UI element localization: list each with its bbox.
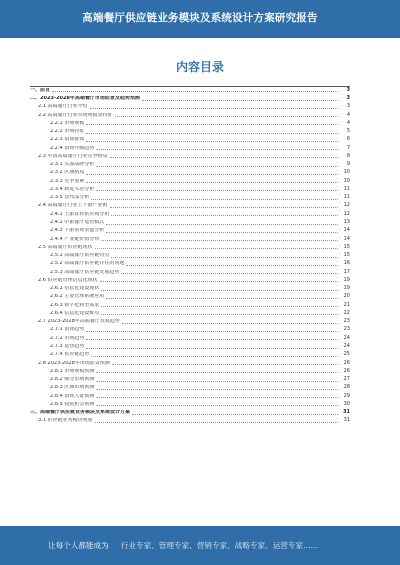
toc-entry-page: 22	[343, 309, 350, 316]
toc-entry[interactable]	[30, 292, 350, 300]
toc-entry-title: 2.8.3 区域市场预测	[50, 385, 95, 391]
toc-entry-page: 3	[346, 103, 350, 110]
toc-entry[interactable]	[30, 341, 350, 349]
toc-entry-page: 14	[343, 235, 350, 242]
toc-leader-dots	[86, 133, 338, 134]
toc-leader-dots	[106, 232, 338, 233]
toc-entry-title: 2.5 高端餐厅供应链现状	[38, 244, 93, 250]
toc-entry-title: 三、高端餐厅供应链业务模块及系统设计方案	[30, 410, 131, 416]
toc-entry-page: 12	[343, 202, 350, 209]
toc-entry[interactable]	[30, 226, 350, 234]
toc-entry-title: 2.5.2 高端餐厅供应链存在的问题	[50, 261, 125, 267]
toc-entry[interactable]	[30, 184, 350, 192]
header-banner	[0, 0, 400, 38]
toc-entry[interactable]	[30, 118, 350, 126]
toc-entry-page: 13	[343, 219, 350, 226]
toc-entry[interactable]	[30, 201, 350, 209]
toc-leader-dots	[132, 414, 338, 415]
toc-leader-dots	[101, 306, 338, 307]
toc-entry-title: 2.2 高端餐厅行业市场规模及特征	[38, 112, 113, 118]
toc-entry-title: 二、2023-2028年高端餐厅市场前景及趋势预测	[30, 96, 140, 102]
toc-entry[interactable]	[30, 242, 350, 250]
toc-entry-title: 2.7.1 消费趋势	[50, 327, 85, 333]
footer-banner	[0, 526, 400, 565]
toc-entry[interactable]	[30, 267, 350, 275]
toc-leader-dots	[96, 190, 338, 191]
toc-entry[interactable]	[30, 383, 350, 391]
toc-leader-dots	[96, 149, 338, 150]
toc-entry-title: 3.1 供应链业务模块规划	[38, 418, 93, 424]
toc-entry-page: 24	[343, 334, 350, 341]
toc-entry[interactable]	[30, 85, 350, 93]
toc-entry[interactable]	[30, 110, 350, 118]
toc-entry-page: 24	[343, 343, 350, 349]
toc-leader-dots	[86, 331, 338, 332]
toc-entry-page: 6	[346, 136, 350, 143]
toc-entry-page: 3	[346, 86, 350, 93]
toc-leader-dots	[86, 174, 338, 175]
toc-entry-title: 2.6.4 信息化建设难点	[50, 310, 100, 316]
toc-entry[interactable]	[30, 399, 350, 407]
toc-entry-title: 2.4 高端餐厅行业上下游产业链	[38, 203, 108, 209]
toc-entry-page: 15	[343, 243, 350, 250]
toc-entry-title: 2.7.4 供应链趋势	[50, 352, 90, 358]
toc-entry-page: 27	[343, 376, 350, 383]
toc-leader-dots	[86, 141, 338, 142]
toc-entry-title: 2.8 2023-2028年市场前景预测	[38, 360, 110, 366]
toc-leader-dots	[96, 372, 338, 373]
toc-leader-dots	[96, 389, 338, 390]
toc-leader-dots	[96, 381, 338, 382]
toc-entry-title: 2.2.3 消费群体	[50, 137, 85, 143]
toc-entry-page: 28	[343, 384, 350, 391]
toc-entry-page: 12	[343, 210, 350, 217]
toc-entry-page: 4	[346, 111, 350, 118]
toc-entry[interactable]	[30, 374, 350, 382]
toc-entry-page: 3	[346, 95, 350, 102]
toc-entry-page: 14	[343, 227, 350, 234]
toc-entry[interactable]	[30, 159, 350, 167]
toc-leader-dots	[121, 273, 338, 274]
toc-entry-title: 2.2.2 市场特征	[50, 129, 85, 135]
toc-entry-title: 2.8.4 消费人群预测	[50, 393, 95, 399]
toc-leader-dots	[101, 240, 338, 241]
toc-leader-dots	[100, 281, 338, 282]
toc-entry[interactable]	[30, 416, 350, 424]
toc-entry[interactable]	[30, 151, 350, 159]
toc-entry-page: 17	[343, 268, 350, 275]
toc-entry[interactable]	[30, 143, 350, 151]
toc-leader-dots	[101, 314, 338, 315]
toc-entry-title: 2.6.1 信息化建设现状	[50, 286, 100, 292]
toc-entry-page: 11	[343, 194, 350, 201]
toc-entry-page: 31	[343, 417, 350, 424]
toc-entry[interactable]	[30, 126, 350, 134]
toc-leader-dots	[96, 397, 338, 398]
report-title: 高端餐厅供应链业务模块及系统设计方案研究报告	[82, 12, 318, 24]
toc-entry-page: 23	[343, 318, 350, 325]
toc-entry[interactable]	[30, 325, 350, 333]
toc-leader-dots	[96, 405, 338, 406]
toc-entry[interactable]	[30, 391, 350, 399]
toc-entry-page: 5	[346, 128, 350, 135]
toc-heading: 内容目录	[175, 60, 224, 74]
toc-entry[interactable]	[30, 358, 350, 366]
toc-leader-dots	[86, 348, 338, 349]
toc-leader-dots	[90, 108, 338, 109]
toc-leader-dots	[86, 182, 338, 183]
toc-entry-title: 2.3.1 头部品牌分析	[50, 162, 95, 168]
table-of-contents	[30, 85, 350, 424]
toc-entry-title: 2.6.3 数字化转型需求	[50, 302, 100, 308]
toc-entry-page: 25	[343, 351, 350, 358]
toc-entry[interactable]	[30, 234, 350, 242]
toc-leader-dots	[112, 364, 338, 365]
toc-entry[interactable]	[30, 176, 350, 184]
toc-entry[interactable]	[30, 300, 350, 308]
toc-leader-dots	[111, 215, 338, 216]
toc-entry[interactable]	[30, 250, 350, 258]
toc-leader-dots	[110, 207, 338, 208]
toc-entry-title: 2.4.1 上游食材供应商分析	[50, 211, 110, 217]
toc-entry[interactable]	[30, 168, 350, 176]
toc-entry-title: 2.4.2 中游餐厅运营模式	[50, 220, 105, 226]
toc-entry-page: 21	[343, 301, 350, 308]
toc-entry-title: 2.3.5 替代品分析	[50, 195, 90, 201]
toc-entry-title: 2.1 高端餐厅行业介绍	[38, 104, 88, 110]
toc-entry[interactable]	[30, 102, 350, 110]
toc-entry-title: 2.8.5 投资机会预测	[50, 401, 95, 407]
toc-entry[interactable]	[30, 407, 350, 415]
toc-entry-title: 一、前言	[30, 87, 51, 93]
toc-entry-title: 2.3.4 新进入者分析	[50, 186, 95, 192]
toc-entry[interactable]	[30, 283, 350, 291]
toc-entry-title: 2.5.1 高端餐厅供应链特点	[50, 253, 110, 259]
toc-entry-title: 2.7 2023-2028年高端餐厅发展趋势	[38, 319, 120, 325]
toc-entry-page: 19	[343, 285, 350, 292]
toc-leader-dots	[95, 248, 338, 249]
toc-leader-dots	[110, 157, 338, 158]
toc-entry-page: 9	[346, 161, 350, 168]
toc-leader-dots	[91, 356, 338, 357]
toc-entry-title: 2.8.1 市场规模预测	[50, 368, 95, 374]
toc-entry[interactable]	[30, 217, 350, 225]
toc-entry-title: 2.7.3 运营趋势	[50, 344, 85, 349]
toc-entry-page: 4	[346, 119, 350, 126]
toc-entry-page: 20	[343, 293, 350, 300]
toc-entry-page: 26	[343, 367, 350, 374]
toc-leader-dots	[52, 91, 338, 92]
toc-entry-title: 2.6 供应链管理信息化现状	[38, 277, 98, 283]
toc-entry[interactable]	[30, 259, 350, 267]
toc-entry-page: 10	[343, 169, 350, 176]
toc-entry-page: 11	[343, 185, 350, 192]
toc-entry[interactable]	[30, 192, 350, 200]
toc-leader-dots	[106, 298, 338, 299]
toc-entry-title: 2.4.4 产业链价值分布	[50, 236, 100, 242]
toc-entry[interactable]	[30, 316, 350, 324]
toc-entry[interactable]	[30, 93, 350, 101]
footer-slogan-tail: 行业专家、管理专家、营销专家、战略专家、运营专家……	[120, 541, 319, 550]
toc-leader-dots	[86, 124, 338, 125]
toc-leader-dots	[91, 199, 338, 200]
footer-slogan-lead: 让每个人都能成为	[48, 541, 109, 550]
toc-entry[interactable]	[30, 366, 350, 374]
toc-entry-title: 2.3.3 竞争要素	[50, 178, 85, 184]
toc-entry-title: 2.3.2 区域格局	[50, 170, 85, 176]
toc-entry[interactable]	[30, 275, 350, 283]
toc-entry-page: 8	[346, 152, 350, 159]
toc-entry[interactable]	[30, 350, 350, 358]
toc-entry-title: 2.7.2 市场趋势	[50, 335, 85, 341]
toc-leader-dots	[101, 290, 338, 291]
toc-leader-dots	[111, 257, 338, 258]
toc-entry-title: 2.3 中国高端餐厅行业竞争格局	[38, 153, 108, 159]
toc-entry-page: 7	[346, 144, 350, 151]
toc-entry-page: 10	[343, 177, 350, 184]
toc-entry-title: 2.2.1 市场规模	[50, 120, 85, 126]
toc-entry-page: 30	[343, 400, 350, 407]
toc-entry-title: 2.8.2 细分市场预测	[50, 377, 95, 383]
toc-entry-page: 31	[343, 409, 350, 416]
toc-entry[interactable]	[30, 209, 350, 217]
footer-slogan	[48, 540, 318, 551]
toc-leader-dots	[122, 323, 338, 324]
toc-entry-page: 15	[343, 252, 350, 259]
toc-leader-dots	[126, 265, 338, 266]
toc-entry-title: 2.6.2 主要管理系统应用	[50, 294, 105, 300]
toc-entry[interactable]	[30, 333, 350, 341]
toc-leader-dots	[106, 224, 338, 225]
toc-leader-dots	[86, 339, 338, 340]
toc-entry-page: 19	[343, 276, 350, 283]
toc-leader-dots	[96, 166, 338, 167]
toc-leader-dots	[115, 116, 338, 117]
toc-entry-page: 29	[343, 392, 350, 399]
toc-entry-title: 2.4.3 下游消费渠道分析	[50, 228, 105, 234]
toc-leader-dots	[95, 422, 338, 423]
toc-entry[interactable]	[30, 135, 350, 143]
toc-entry[interactable]	[30, 308, 350, 316]
toc-leader-dots	[142, 100, 338, 101]
toc-entry-title: 2.2.4 消费升级趋势	[50, 145, 95, 151]
toc-entry-page: 23	[343, 326, 350, 333]
toc-entry-title: 2.5.3 高端餐厅供应链发展趋势	[50, 269, 120, 275]
toc-entry-page: 16	[343, 260, 350, 267]
toc-entry-page: 26	[343, 359, 350, 366]
